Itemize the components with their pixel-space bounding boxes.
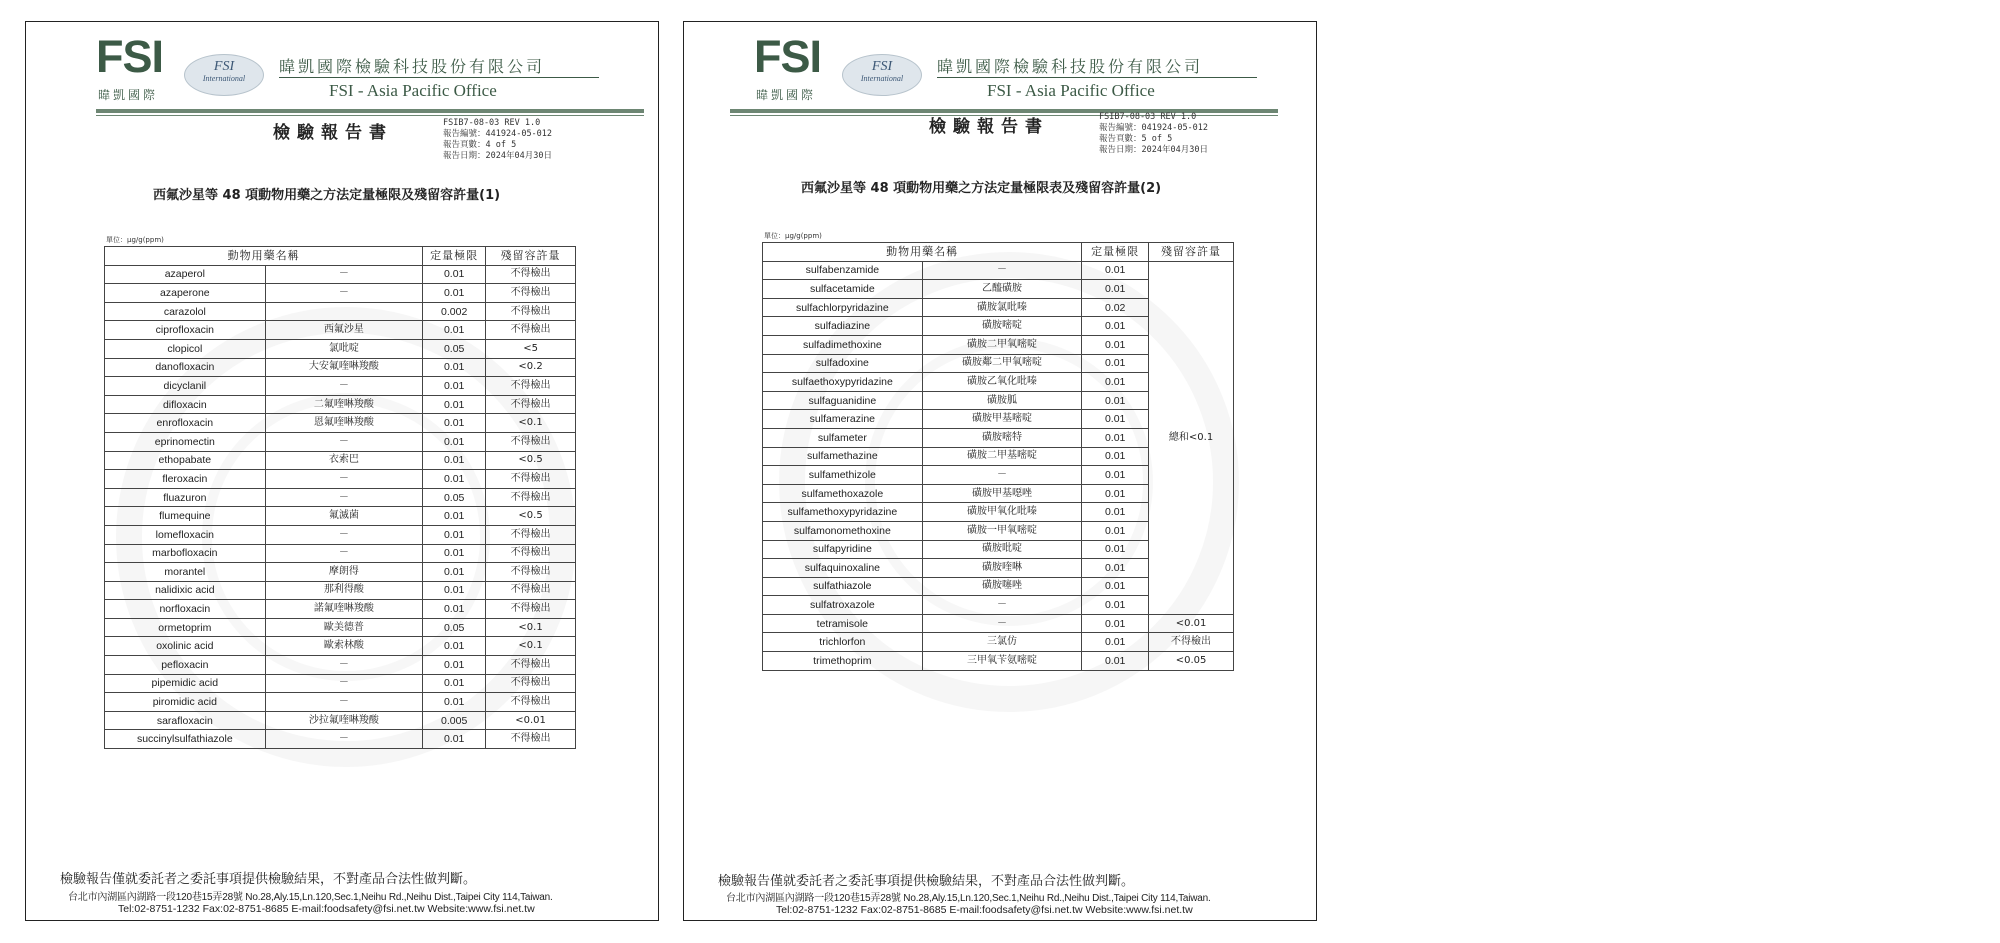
table-row	[105, 339, 576, 358]
mrl-value: <0.5	[486, 451, 576, 470]
loq-value: 0.05	[423, 488, 486, 507]
table-row	[105, 674, 576, 693]
mrl-value: 不得檢出	[486, 674, 576, 693]
sulfonamide-total-mrl: 總和<0.1	[1149, 261, 1234, 614]
drug-name-cn: 磺胺甲氧化吡嗪	[922, 503, 1082, 522]
drug-name-cn: 磺胺二甲氧嘧啶	[922, 335, 1082, 354]
drug-name-en: azaperol	[105, 265, 266, 284]
table-row	[105, 302, 576, 321]
company-divider	[279, 77, 599, 78]
drug-name-en: sulfachlorpyridazine	[763, 298, 923, 317]
drug-name-cn: 磺胺噻唑	[922, 577, 1082, 596]
loq-value: 0.01	[1082, 633, 1149, 652]
drug-name-en: sulfamethazine	[763, 447, 923, 466]
drug-name-cn: －	[922, 261, 1082, 280]
loq-value: 0.005	[423, 711, 486, 730]
drug-name-cn: 衣索巴	[265, 451, 423, 470]
drug-name-cn: 磺胺甲基噁唑	[922, 484, 1082, 503]
drug-name-en: sulfadiazine	[763, 317, 923, 336]
loq-value: 0.05	[423, 339, 486, 358]
drug-name-cn: －	[265, 656, 423, 675]
drug-name-cn: 三甲氧苄氨嘧啶	[922, 652, 1082, 671]
drug-name-en: sulfaquinoxaline	[763, 559, 923, 578]
drug-name-en: sulfamethizole	[763, 466, 923, 485]
drug-name-cn: －	[265, 525, 423, 544]
drug-name-cn: 磺胺氯吡嗪	[922, 298, 1082, 317]
loq-value: 0.01	[423, 581, 486, 600]
drug-name-cn: 氯吡啶	[265, 339, 423, 358]
drug-name-en: sulfacetamide	[763, 280, 923, 299]
loq-value: 0.01	[423, 377, 486, 396]
fsi-logo: FSI	[96, 31, 164, 82]
table-row	[105, 656, 576, 675]
table-subtitle: 西氟沙星等 48 項動物用藥之方法定量極限及殘留容許量(1)	[153, 188, 501, 203]
company-divider	[937, 77, 1257, 78]
table-row	[763, 261, 1234, 280]
mrl-value: 不得檢出	[486, 432, 576, 451]
drug-name-en: ciprofloxacin	[105, 321, 266, 340]
drug-name-en: trichlorfon	[763, 633, 923, 652]
drug-name-en: sarafloxacin	[105, 711, 266, 730]
drug-name-en: pefloxacin	[105, 656, 266, 675]
drug-name-cn: －	[265, 544, 423, 563]
drug-name-cn: －	[265, 470, 423, 489]
drug-name-en: ormetoprim	[105, 618, 266, 637]
report-page-5	[683, 21, 1317, 921]
table-row	[105, 488, 576, 507]
drug-name-en: sulfathiazole	[763, 577, 923, 596]
report-page-4	[25, 21, 659, 921]
mrl-value: <0.1	[486, 414, 576, 433]
mrl-value: 不得檢出	[486, 265, 576, 284]
mrl-value: <0.05	[1149, 652, 1234, 671]
loq-value: 0.01	[423, 451, 486, 470]
drug-name-cn: 乙醯磺胺	[922, 280, 1082, 299]
mrl-value: 不得檢出	[486, 321, 576, 340]
drug-name-en: danofloxacin	[105, 358, 266, 377]
table-row	[105, 265, 576, 284]
drug-name-en: azaperone	[105, 284, 266, 303]
loq-value: 0.01	[1082, 521, 1149, 540]
table-row	[105, 600, 576, 619]
mrl-value: 不得檢出	[486, 302, 576, 321]
drug-name-cn: 磺胺鄰二甲氧嘧啶	[922, 354, 1082, 373]
drug-name-cn: 氟滅菌	[265, 507, 423, 526]
drug-name-cn: 磺胺一甲氧嘧啶	[922, 521, 1082, 540]
drug-name-en: ethopabate	[105, 451, 266, 470]
drug-name-cn: －	[922, 596, 1082, 615]
drug-name-cn: 磺胺嘧特	[922, 428, 1082, 447]
loq-value: 0.01	[423, 600, 486, 619]
loq-value: 0.01	[423, 507, 486, 526]
drug-name-en: dicyclanil	[105, 377, 266, 396]
drug-name-cn: －	[265, 730, 423, 749]
drug-name-en: morantel	[105, 563, 266, 582]
drug-name-en: sulfadoxine	[763, 354, 923, 373]
table-row	[105, 544, 576, 563]
mrl-value: 不得檢出	[486, 544, 576, 563]
loq-value: 0.01	[423, 525, 486, 544]
unit-label: 單位：μg/g(ppm)	[106, 236, 164, 244]
table-row	[105, 637, 576, 656]
unit-label: 單位：μg/g(ppm)	[764, 232, 822, 240]
loq-value: 0.01	[1082, 391, 1149, 410]
table-row	[105, 358, 576, 377]
drug-name-cn: －	[265, 488, 423, 507]
loq-value: 0.01	[423, 321, 486, 340]
drug-name-en: nalidixic acid	[105, 581, 266, 600]
drug-name-en: sulfameter	[763, 428, 923, 447]
report-meta: FSIB7-08-03 REV 1.0 報告編號：441924-05-012 報告頁數：4 of 5 報告日期：2024年04月30日	[443, 118, 553, 161]
loq-value: 0.01	[1082, 484, 1149, 503]
drug-name-cn	[265, 302, 423, 321]
loq-value: 0.02	[1082, 298, 1149, 317]
table-header-row	[763, 243, 1234, 262]
drug-name-cn: 歐索林酸	[265, 637, 423, 656]
footer-address: 台北市內湖區內湖路一段120巷15弄28號 No.28,Aly.15,Ln.120,Sec.1,Neihu Rd.,Neihu Dist.,Taipei City 114,Taiwan.	[68, 892, 553, 903]
drug-name-en: sulfapyridine	[763, 540, 923, 559]
mrl-value: 不得檢出	[486, 693, 576, 712]
drug-name-cn: 磺胺嘧啶	[922, 317, 1082, 336]
loq-value: 0.01	[423, 693, 486, 712]
col-header-loq: 定量極限	[1082, 243, 1149, 262]
report-title: 檢驗報告書	[929, 117, 1049, 137]
report-title: 檢驗報告書	[273, 123, 393, 143]
loq-value: 0.01	[423, 544, 486, 563]
footer-contact: Tel:02-8751-1232 Fax:02-8751-8685 E-mail:foodsafety@fsi.net.tw Website:www.fsi.net.tw	[118, 903, 535, 915]
mrl-value: <0.01	[486, 711, 576, 730]
drug-name-cn: －	[265, 265, 423, 284]
loq-value: 0.01	[1082, 335, 1149, 354]
drug-name-en: sulfaethoxypyridazine	[763, 373, 923, 392]
mrl-value: 不得檢出	[486, 525, 576, 544]
loq-value: 0.01	[1082, 503, 1149, 522]
mrl-value: 不得檢出	[486, 730, 576, 749]
table-row	[105, 693, 576, 712]
drug-name-cn: 歐美德普	[265, 618, 423, 637]
mrl-value: <5	[486, 339, 576, 358]
mrl-value: <0.2	[486, 358, 576, 377]
drug-name-en: piromidic acid	[105, 693, 266, 712]
drug-name-en: clopicol	[105, 339, 266, 358]
loq-value: 0.01	[1082, 577, 1149, 596]
drug-name-cn: －	[265, 693, 423, 712]
footer-disclaimer: 檢驗報告僅就委託者之委託事項提供檢驗結果，不對產品合法性做判斷。	[60, 872, 477, 887]
drug-name-en: pipemidic acid	[105, 674, 266, 693]
loq-value: 0.01	[1082, 596, 1149, 615]
drug-name-en: sulfadimethoxine	[763, 335, 923, 354]
report-meta: FSIB7-08-03 REV 1.0 報告編號：041924-05-012 報告頁數：5 of 5 報告日期：2024年04月30日	[1099, 112, 1209, 155]
table-row	[105, 507, 576, 526]
loq-value: 0.01	[423, 358, 486, 377]
loq-value: 0.01	[423, 432, 486, 451]
drug-name-cn: 大安氟喹啉羧酸	[265, 358, 423, 377]
loq-value: 0.01	[1082, 447, 1149, 466]
loq-value: 0.01	[1082, 540, 1149, 559]
drug-name-en: sulfamerazine	[763, 410, 923, 429]
table-row	[105, 730, 576, 749]
table-row	[763, 614, 1234, 633]
loq-value: 0.01	[423, 730, 486, 749]
mrl-value: 不得檢出	[486, 284, 576, 303]
mrl-value: 不得檢出	[486, 656, 576, 675]
drug-name-en: fleroxacin	[105, 470, 266, 489]
drug-name-cn: 磺胺吡啶	[922, 540, 1082, 559]
mrl-value: 不得檢出	[486, 395, 576, 414]
loq-value: 0.05	[423, 618, 486, 637]
table-row	[105, 414, 576, 433]
col-header-mrl: 殘留容許量	[1149, 243, 1234, 262]
drug-name-en: sulfamethoxypyridazine	[763, 503, 923, 522]
footer-address: 台北市內湖區內湖路一段120巷15弄28號 No.28,Aly.15,Ln.120,Sec.1,Neihu Rd.,Neihu Dist.,Taipei City 114,Taiwan.	[726, 893, 1211, 904]
drug-name-cn: －	[265, 377, 423, 396]
drug-name-cn: －	[265, 284, 423, 303]
drug-name-en: sulfamonomethoxine	[763, 521, 923, 540]
letterhead	[730, 31, 1278, 124]
drug-name-en: sulfatroxazole	[763, 596, 923, 615]
table-row	[763, 633, 1234, 652]
table-row	[105, 618, 576, 637]
header-band	[96, 109, 644, 113]
loq-value: 0.002	[423, 302, 486, 321]
loq-value: 0.01	[423, 637, 486, 656]
mrl-value: <0.01	[1149, 614, 1234, 633]
table-row	[105, 377, 576, 396]
drug-name-en: norfloxacin	[105, 600, 266, 619]
col-header-loq: 定量極限	[423, 247, 486, 266]
drug-name-cn: 磺胺胍	[922, 391, 1082, 410]
drug-name-cn: －	[265, 674, 423, 693]
footer-disclaimer: 檢驗報告僅就委託者之委託事項提供檢驗結果，不對產品合法性做判斷。	[718, 874, 1135, 889]
loq-value: 0.01	[423, 265, 486, 284]
loq-value: 0.01	[423, 284, 486, 303]
mrl-value: 不得檢出	[486, 470, 576, 489]
mrl-value: 不得檢出	[486, 377, 576, 396]
drug-name-en: succinylsulfathiazole	[105, 730, 266, 749]
mrl-value: 不得檢出	[486, 563, 576, 582]
drug-name-cn: －	[922, 466, 1082, 485]
header-band-thin	[96, 115, 644, 116]
loq-value: 0.01	[1082, 280, 1149, 299]
loq-value: 0.01	[423, 656, 486, 675]
drug-name-cn: 磺胺乙氧化吡嗪	[922, 373, 1082, 392]
residue-limits-table-2	[762, 242, 1234, 671]
drug-name-en: oxolinic acid	[105, 637, 266, 656]
loq-value: 0.01	[1082, 261, 1149, 280]
drug-name-cn: 那利得酸	[265, 581, 423, 600]
drug-name-cn: 恩氟喹啉羧酸	[265, 414, 423, 433]
table-row	[105, 525, 576, 544]
loq-value: 0.01	[1082, 466, 1149, 485]
loq-value: 0.01	[1082, 428, 1149, 447]
drug-name-en: fluazuron	[105, 488, 266, 507]
company-name-en: FSI - Asia Pacific Office	[987, 81, 1155, 100]
loq-value: 0.01	[1082, 354, 1149, 373]
drug-name-cn: 磺胺甲基嘧啶	[922, 410, 1082, 429]
table-row	[105, 432, 576, 451]
drug-name-cn: 諾氟喹啉羧酸	[265, 600, 423, 619]
drug-name-en: carazolol	[105, 302, 266, 321]
drug-name-en: eprinomectin	[105, 432, 266, 451]
loq-value: 0.01	[1082, 559, 1149, 578]
col-header-drug: 動物用藥名稱	[105, 247, 423, 266]
table-header-row	[105, 247, 576, 266]
table-row	[105, 470, 576, 489]
table-row	[763, 652, 1234, 671]
mrl-value: 不得檢出	[486, 488, 576, 507]
company-name-en: FSI - Asia Pacific Office	[329, 81, 497, 100]
fsi-logo-cn: 暐凱國際	[756, 88, 817, 102]
drug-name-en: flumequine	[105, 507, 266, 526]
loq-value: 0.01	[423, 563, 486, 582]
table-subtitle: 西氟沙星等 48 項動物用藥之方法定量極限表及殘留容許量(2)	[801, 181, 1162, 196]
loq-value: 0.01	[1082, 317, 1149, 336]
loq-value: 0.01	[423, 414, 486, 433]
drug-name-cn: 二氟喹啉羧酸	[265, 395, 423, 414]
loq-value: 0.01	[1082, 614, 1149, 633]
letterhead	[96, 31, 644, 124]
drug-name-cn: 磺胺二甲基嘧啶	[922, 447, 1082, 466]
drug-name-en: difloxacin	[105, 395, 266, 414]
fsi-logo-cn: 暐凱國際	[98, 88, 159, 102]
loq-value: 0.01	[423, 395, 486, 414]
fsi-international-oval-logo: FSI International	[842, 54, 922, 96]
company-name-cn: 暐凱國際檢驗科技股份有限公司	[937, 57, 1204, 76]
mrl-value: <0.1	[486, 618, 576, 637]
loq-value: 0.01	[423, 674, 486, 693]
drug-name-en: lomefloxacin	[105, 525, 266, 544]
col-header-drug: 動物用藥名稱	[763, 243, 1082, 262]
table-row	[105, 581, 576, 600]
table-row	[105, 711, 576, 730]
footer-contact: Tel:02-8751-1232 Fax:02-8751-8685 E-mail:foodsafety@fsi.net.tw Website:www.fsi.net.tw	[776, 904, 1193, 916]
table-row	[105, 284, 576, 303]
drug-name-en: enrofloxacin	[105, 414, 266, 433]
loq-value: 0.01	[1082, 652, 1149, 671]
col-header-mrl: 殘留容許量	[486, 247, 576, 266]
drug-name-en: trimethoprim	[763, 652, 923, 671]
drug-name-cn: 西氟沙星	[265, 321, 423, 340]
mrl-value: <0.5	[486, 507, 576, 526]
loq-value: 0.01	[1082, 373, 1149, 392]
table-row	[105, 563, 576, 582]
table-row	[105, 395, 576, 414]
drug-name-cn: 沙拉氟喹啉羧酸	[265, 711, 423, 730]
fsi-logo: FSI	[754, 31, 822, 82]
fsi-international-oval-logo: FSI International	[184, 54, 264, 96]
drug-name-en: sulfabenzamide	[763, 261, 923, 280]
company-name-cn: 暐凱國際檢驗科技股份有限公司	[279, 57, 546, 76]
drug-name-cn: 磺胺喹啉	[922, 559, 1082, 578]
mrl-value: 不得檢出	[1149, 633, 1234, 652]
loq-value: 0.01	[1082, 410, 1149, 429]
mrl-value: <0.1	[486, 637, 576, 656]
table-row	[105, 451, 576, 470]
loq-value: 0.01	[423, 470, 486, 489]
drug-name-cn: 摩朗得	[265, 563, 423, 582]
drug-name-en: marbofloxacin	[105, 544, 266, 563]
table-row	[105, 321, 576, 340]
drug-name-en: sulfaguanidine	[763, 391, 923, 410]
mrl-value: 不得檢出	[486, 600, 576, 619]
drug-name-en: sulfamethoxazole	[763, 484, 923, 503]
drug-name-cn: －	[922, 614, 1082, 633]
residue-limits-table-1	[104, 246, 576, 749]
drug-name-en: tetramisole	[763, 614, 923, 633]
drug-name-cn: －	[265, 432, 423, 451]
mrl-value: 不得檢出	[486, 581, 576, 600]
drug-name-cn: 三氯仿	[922, 633, 1082, 652]
